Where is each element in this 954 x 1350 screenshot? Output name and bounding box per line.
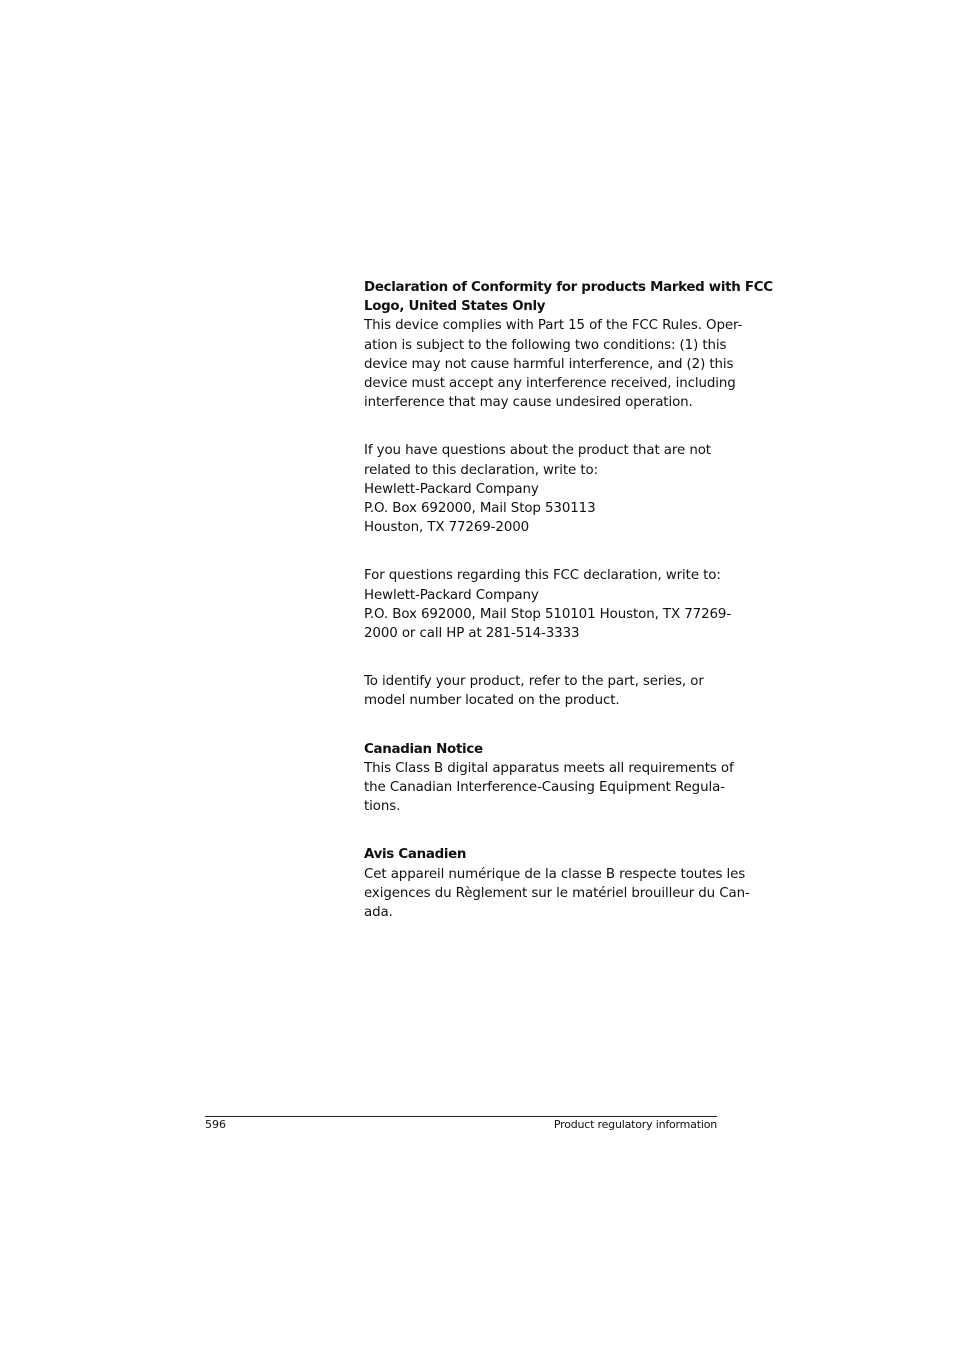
paragraph-gap — [364, 643, 720, 672]
product-questions-line-1: If you have questions about the product that are not — [364, 443, 711, 459]
avis-canadien-section — [364, 845, 750, 922]
footer-section-title: Product regulatory information — [553, 1118, 717, 1131]
avis-canadien-line-2: exigences du Règlement sur le matériel brouilleur du Can- — [364, 885, 750, 901]
product-questions-section — [364, 441, 720, 537]
avis-canadien-line-1: Cet appareil numérique de la classe B respecte toutes les — [364, 866, 746, 882]
paragraph-gap — [364, 412, 720, 441]
product-questions-company: Hewlett-Packard Company — [364, 481, 539, 497]
canadian-notice-line-1: This Class B digital apparatus meets all requirements of — [364, 760, 734, 776]
product-questions-line-2: related to this declaration, write to: — [364, 462, 598, 478]
canadian-notice-heading: Canadian Notice — [364, 741, 483, 757]
fcc-declaration-body-line-3: device may not cause harmful interference, and (2) this — [364, 356, 734, 372]
fcc-questions-section — [364, 566, 732, 643]
page-number: 596 — [205, 1118, 226, 1131]
fcc-questions-line-1: For questions regarding this FCC declaration, write to: — [364, 568, 721, 584]
avis-canadien-line-3: ada. — [364, 905, 393, 921]
canadian-notice-line-3: tions. — [364, 799, 401, 815]
identify-product-line-1: To identify your product, refer to the part, series, or — [364, 674, 704, 690]
product-questions-address: P.O. Box 692000, Mail Stop 530113 — [364, 501, 596, 517]
fcc-declaration-body-line-2: ation is subject to the following two conditions: (1) this — [364, 337, 727, 353]
fcc-declaration-body-line-4: device must accept any interference received, including — [364, 376, 736, 392]
fcc-questions-address: P.O. Box 692000, Mail Stop 510101 Houston, TX 77269- — [364, 606, 732, 622]
fcc-declaration-heading-line-1: Declaration of Conformity for products Marked with FCC — [364, 280, 773, 295]
fcc-declaration-section — [364, 278, 773, 412]
identify-product-section — [364, 672, 720, 710]
product-questions-city: Houston, TX 77269-2000 — [364, 520, 530, 536]
page-content — [364, 278, 773, 922]
fcc-questions-phone: 2000 or call HP at 281-514-3333 — [364, 626, 580, 642]
avis-canadien-heading: Avis Canadien — [364, 847, 467, 863]
canadian-notice-line-2: the Canadian Interference-Causing Equipment Regula- — [364, 780, 725, 796]
paragraph-gap — [364, 711, 720, 740]
paragraph-gap — [364, 537, 720, 566]
canadian-notice-section — [364, 740, 734, 817]
fcc-declaration-body-line-5: interference that may cause undesired operation. — [364, 395, 693, 411]
fcc-declaration-body-line-1: This device complies with Part 15 of the FCC Rules. Oper- — [364, 318, 743, 334]
fcc-questions-company: Hewlett-Packard Company — [364, 587, 539, 603]
fcc-declaration-heading-line-2: Logo, United States Only — [364, 299, 546, 315]
paragraph-gap — [364, 816, 720, 845]
identify-product-line-2: model number located on the product. — [364, 693, 620, 709]
